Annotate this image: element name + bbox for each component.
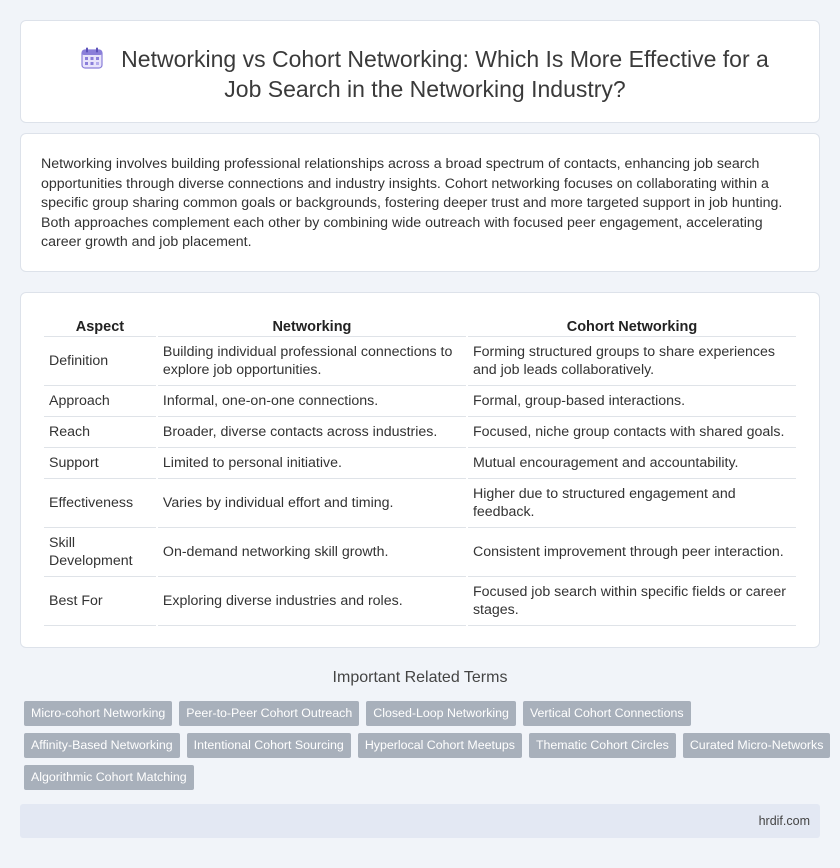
- aspect-cell: Skill Development: [44, 528, 156, 577]
- comparison-card: [20, 292, 820, 648]
- cohort-cell: Mutual encouragement and accountability.: [468, 448, 796, 479]
- table-row: [44, 528, 796, 577]
- table-row: [44, 386, 796, 417]
- aspect-cell: Definition: [44, 337, 156, 386]
- intro-card: [20, 133, 820, 272]
- cohort-cell: Focused, niche group contacts with shared goals.: [468, 417, 796, 448]
- aspect-cell: Approach: [44, 386, 156, 417]
- table-row: [44, 417, 796, 448]
- table-header-row: [44, 315, 796, 337]
- networking-cell: Broader, diverse contacts across industries.: [158, 417, 466, 448]
- page-title: [61, 44, 789, 104]
- title-card: [20, 20, 820, 123]
- cohort-cell: Forming structured groups to share experiences and job leads collaboratively.: [468, 337, 796, 386]
- networking-cell: Building individual professional connections to explore job opportunities.: [158, 337, 466, 386]
- related-terms-heading: Important Related Terms: [332, 669, 508, 686]
- networking-cell: Exploring diverse industries and roles.: [158, 577, 466, 626]
- term-tag[interactable]: Peer-to-Peer Cohort Outreach: [179, 701, 359, 726]
- term-tag[interactable]: Closed-Loop Networking: [366, 701, 516, 726]
- term-tag[interactable]: Intentional Cohort Sourcing: [187, 733, 351, 758]
- cohort-cell: Consistent improvement through peer interaction.: [468, 528, 796, 577]
- term-tag[interactable]: Hyperlocal Cohort Meetups: [358, 733, 522, 758]
- term-tag[interactable]: Thematic Cohort Circles: [529, 733, 676, 758]
- term-tag[interactable]: Vertical Cohort Connections: [523, 701, 691, 726]
- tag-row: [24, 765, 824, 790]
- footer: [20, 804, 820, 838]
- header-cohort-networking: Cohort Networking: [468, 315, 796, 337]
- term-tag[interactable]: Micro-cohort Networking: [24, 701, 172, 726]
- cohort-cell: Focused job search within specific fields or career stages.: [468, 577, 796, 626]
- networking-cell: On-demand networking skill growth.: [158, 528, 466, 577]
- table-row: [44, 448, 796, 479]
- table-row: [44, 479, 796, 528]
- aspect-cell: Effectiveness: [44, 479, 156, 528]
- calendar-icon: [81, 46, 103, 68]
- aspect-cell: Best For: [44, 577, 156, 626]
- term-tag[interactable]: Curated Micro-Networks: [683, 733, 831, 758]
- cohort-cell: Higher due to structured engagement and feedback.: [468, 479, 796, 528]
- networking-cell: Informal, one-on-one connections.: [158, 386, 466, 417]
- footer-site[interactable]: hrdif.com: [758, 814, 810, 828]
- term-tag[interactable]: Affinity-Based Networking: [24, 733, 180, 758]
- header-networking: Networking: [158, 315, 466, 337]
- networking-cell: Varies by individual effort and timing.: [158, 479, 466, 528]
- header-aspect: Aspect: [44, 315, 156, 337]
- table-row: [44, 577, 796, 626]
- page-title-text: Networking vs Cohort Networking: Which Is More Effective for a Job Search in the Networking Industry?: [121, 46, 769, 102]
- term-tag[interactable]: Algorithmic Cohort Matching: [24, 765, 194, 790]
- tag-row: [24, 701, 824, 726]
- related-terms-list: [24, 701, 824, 797]
- networking-cell: Limited to personal initiative.: [158, 448, 466, 479]
- aspect-cell: Reach: [44, 417, 156, 448]
- table-row: [44, 337, 796, 386]
- comparison-table: [42, 315, 798, 626]
- intro-paragraph: Networking involves building professional relationships across a broad spectrum of contacts, enhancing job search opportunities through diverse connections and industry insights. Cohort networking focuses on collaborating within a specific group sharing common goals or backgrounds, fostering deeper trust and more targeted support in job hunting. Both approaches complement each other by combining wide outreach with focused peer engagement, accelerating career growth and job placement.: [41, 156, 783, 251]
- tag-row: [24, 733, 824, 758]
- aspect-cell: Support: [44, 448, 156, 479]
- cohort-cell: Formal, group-based interactions.: [468, 386, 796, 417]
